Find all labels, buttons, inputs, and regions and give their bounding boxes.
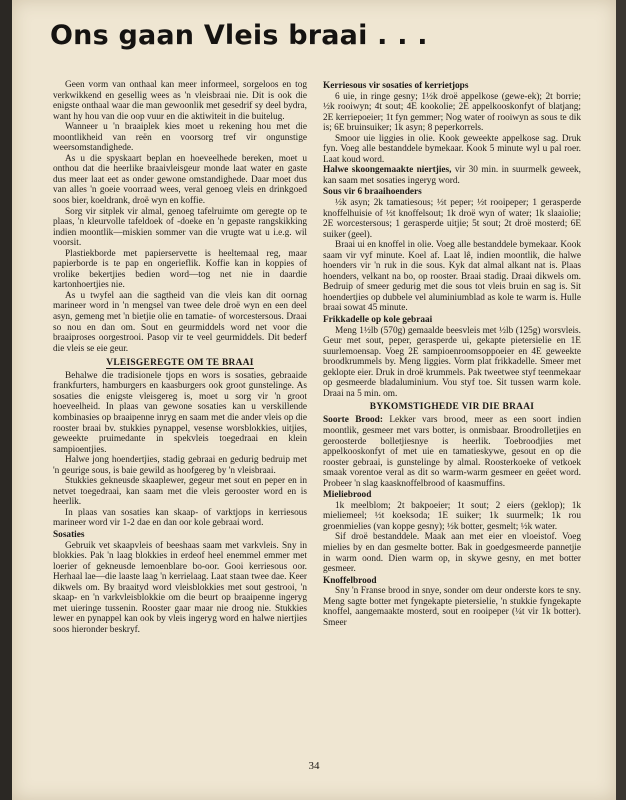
book-binding: [0, 0, 12, 800]
recipe-title-sosaties: Sosaties: [53, 529, 85, 540]
recipe-ingredients-kerriesous: 6 uie, in ringe gesny; 1½k droë appelkose (gewe-ek); 2t borrie; ½k rooiwyn; 4t sout; 4E kookolie; 2E appelkooskonfyt of blatjang; 2E kerriepoeier; 1t fyn gemmer; Nog water of rooiwyn as sous te dik is; 6E bruinsuiker; 1k asyn; 8 peperkorrels.: [323, 91, 581, 134]
niertjies-paragraph: [323, 165, 581, 186]
recipe-title-kerriesous: Kerriesous vir sosaties of kerrietjops: [323, 81, 469, 91]
section-heading-meat-dishes: [53, 358, 307, 369]
recipe-method-mieliebrood: Sif droë bestanddele. Maak aan met eier en vloeistof. Voeg mielies by en dan gesmelte botter. Bak in goedgesmeerde pannetjie in warm oond. Dien warm op, in skywe gesny, en met botter gesmeer.: [323, 532, 581, 575]
recipe-method-kerriesous: Smoor uie liggies in olie. Kook geweekte appelkose sag. Druk fyn. Voeg alle bestanddele bymekaar. Kook 5 minute wyl u pal roer. Laat koud word.: [323, 133, 581, 165]
intro-paragraph: As u die spyskaart beplan en hoeveelhede bereken, moet u onthou dat die heerlike braaivleisgeur monde laat water en gaste dus meer laat eet as onder gewone omstandighede. Daar moet dus van alles 'n goeie voorraad wees, veral genoeg vleis en drinkgoed soos bier, koeldrank, droë wyn en koffie.: [53, 153, 307, 207]
recipe-title-mieliebrood: Mieliebrood: [323, 490, 372, 501]
page-title: Ons gaan Vleis braai . . .: [50, 20, 428, 51]
recipe-title-knoffelbrood: Knoffelbrood: [323, 575, 377, 586]
section-heading-extras: [323, 402, 581, 413]
page: [12, 0, 616, 800]
section-heading-text: VLEISGEREGTE OM TE BRAAI: [106, 358, 254, 369]
recipe-text-brood: Lekker vars brood, meer as een soort indien moontlik, gesmeer met vars botter, is onmisbaar. Broodrolletjies en geroosterde bolletjiesnye is heerlik. Toebroodjies met appelkooskonfyt of met uie en tamatieskywe, gesout en op die rooster gebraai, is gunstelinge by almal. Roosterkoeke of vetkoek smaak vorentoe veral as dit so warm-warm gesmeer en geëet word. Probeer 'n slag kaasknoffelbrood of kaasmuffins.: [323, 415, 581, 489]
body-paragraph: Behalwe die tradisionele tjops en wors is sosaties, gebraaide frankfurters, hamburgers en kaasburgers ook groot gunstelinge. As sosaties die enigste vleisgereg is, moet u sorg vir 'n groot hoeveelheid. In plaas van gewone sosaties kan u verskillende kombinasies op braaipenne inryg en saam met die ander vleis op die rooster braai bv. stukkies pynappel, vesense worsblokkies, uitjies, geweekte pruimedante in spekvleis toegedraai en klein sampioentjies.: [53, 370, 307, 455]
recipe-text-sosaties: Gebruik vet skaapvleis of beeshaas saam met varkvleis. Sny in blokkies. Pak 'n laag blokkies in erdeof heel enemmel emmer met loerier of gekneusde lemoenblare bo-oor. Gooi kerriesous oor. Herhaal lae—die laaste laag 'n kerrielaag. Laat staan twee dae. Keer dikwels om. By braaityd word vleisblokkies met sout gestrooi, 'n skaap- en 'n varkvleisblokkie om die beurt op braaipenne ingeryg met uieringe tussenin. Rooster gaar maar nie droog nie. Stukkies lewer en pynappel kan ook by vleis ingeryg word en halwe niertjies soos hieronder beskryf.: [53, 540, 307, 635]
intro-paragraph: Geen vorm van onthaal kan meer informeel, sorgeloos en tog verkwikkend en gesellig wees as 'n vleisbraai nie. Dit is ook die enigste onthaal waar die man gewoonlik met gesedrif sy deel bydra, want hy hou van die oop vuur en die aktiwiteit in die buitelug.: [53, 80, 307, 122]
recipe-title-niertjies: Halwe skoongemaakte niertjies,: [323, 165, 452, 176]
recipe-title-sous: Sous vir 6 braaihoenders: [323, 187, 422, 198]
recipe-method-sous: Braai ui en knoffel in olie. Voeg alle bestanddele bymekaar. Kook saam vir vyf minute. Koel af. Laat lê, indien moontlik, die halwe hoenders vir 'n ruk in die sous. Kyk dat almal alkant nat is. Plaas hoenders, velkant na bo, op rooster. Braai stadig. Draai dikwels om. Bedruip of smeer gedurig met die sous tot vleis bruin en sag is. Sit hoendertjies op dubbele vel aluminiumblad as kole te warm is. Hulle braai sowat 45 minute.: [323, 240, 581, 314]
recipe-text-knoffelbrood: Sny 'n Franse brood in snye, sonder om deur onderste kors te sny. Meng sagte botter met fyngekapte pietersielie, 'n stukkie fyngekapte knoffel, aangemaakte mosterd, sout en rooipeper (¼t vir 1k botter). Smeer: [323, 586, 581, 628]
section-heading-text: BYKOMSTIGHEDE VIR DIE BRAAI: [369, 402, 535, 413]
body-paragraph: In plaas van sosaties kan skaap- of varktjops in kerriesous marineer word vir 1-2 dae en dan oor kole gebraai word.: [53, 507, 307, 529]
body-paragraph: Halwe jong hoendertjies, stadig gebraai en gedurig bedruip met 'n geurige sous, is baie gewild as hoofgereg by 'n vleisbraai.: [53, 455, 307, 476]
left-column: [53, 80, 307, 635]
body-paragraph: Stukkies gekneusde skaaplewer, gegeur met sout en peper en in netvet toegedraai, kan saam met die vleis gerooster word en is heerlik.: [53, 476, 307, 508]
intro-paragraph: Plastiekborde met papierservette is heeltemaal reg, maar papierborde is te pap en ongerieflik. Koffie kan in koppies of vrolike bekertjies bedien word—tog net nie in daardie kartonhoertjies nie.: [53, 248, 307, 291]
right-column: [323, 80, 581, 628]
recipe-text-frikkadelle: Meng 1½lb (570g) gemaalde beesvleis met ½lb (125g) worsvleis. Geur met sout, peper, gerasperde ui, gekapte pietersielie en 1E suurlemoensap. Voeg 2E sampioenroomsoppoeier en 4E geweekte broodkrummels by. Meng liggies. Vorm plat frikkadelle. Smeer met geklopte eier. Druk in droë krummels. Pak tweetwee styf teenmekaar op gesmeerde bladaluminium. Vou styf toe. Sit tussen warm kole. Draai na 5 min. om.: [323, 325, 581, 399]
intro-paragraph: Sorg vir sitplek vir almal, genoeg tafelruimte om geregte op te plaas, 'n kleurvolle tafeldoek of -doeke en 'n gepaste rangskikking indien moontlik—miskien sommer van die vrugte wat u i.e.g. wil voorsit.: [53, 206, 307, 249]
recipe-title-brood: Soorte Brood:: [323, 415, 383, 426]
page-number: 34: [308, 760, 320, 772]
intro-paragraph: Wanneer u 'n braaiplek kies moet u rekening hou met die moontlikheid van reën en voorsorg tref vir ongunstige weersomstandighede.: [53, 122, 307, 154]
recipe-ingredients-sous: ½k asyn; 2k tamatiesous; ½t peper; ½t rooipeper; 1 gerasperde knoffelhuisie of ½t knoffelsout; 1k droë wyn of water; 1k slaaiolie; 2E worcestersous; 1 gerasperde uitjie; 5t sout; 2t droë mosterd; 6E suiker (geel).: [323, 198, 581, 240]
recipe-ingredients-mieliebrood: 1k meelblom; 2t bakpoeier; 1t sout; 2 eiers (geklop); 1k mieliemeel; ½t koeksoda; 1E suiker; 1k suurmelk; 1k rou groenmielies (van koppe gesny); ½k botter, gesmelt; ½k water.: [323, 500, 581, 532]
intro-paragraph: As u twyfel aan die sagtheid van die vleis kan dit oornag marineer word in 'n mengsel van twee dele droë wyn en een deel asyn, gemeng met 'n bietjie olie en tamatie- of worcestersous. Draai so nou en dan om. Sout en geurmiddels word net voor die braaiproses oorgestrooi. Pasop vir te veel geurmiddels. Dit bederf die vleis se eie geur.: [53, 290, 307, 354]
recipe-title-frikkadelle: Frikkadelle op kole gebraai: [323, 315, 433, 326]
recipe-text-niertjies: vir 30 min. in suurmelk geweek, kan saam met sosaties ingeryg word.: [323, 165, 581, 186]
brood-paragraph: [323, 415, 581, 489]
